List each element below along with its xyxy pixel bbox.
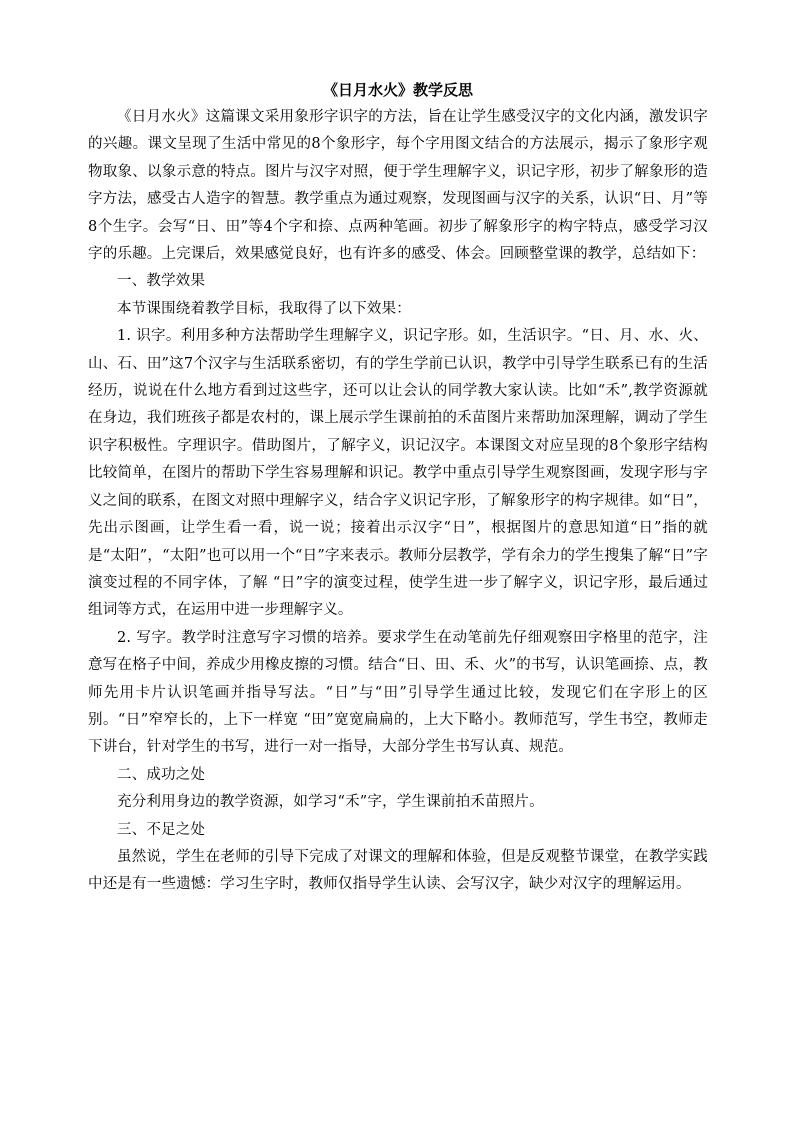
section-heading-shortcomings: 三、不足之处 (117, 821, 206, 838)
document-page (88, 78, 708, 899)
successes-paragraph: 充分利用身边的教学资源，如学习“禾”字，学生课前拍禾苗照片。 (117, 794, 544, 811)
literacy-paragraph: 1. 识字。利用多种方法帮助学生理解字义，识记字形。如，生活识字。“日、月、水、火、山、石、田”这7个汉字与生活联系密切，有的学生学前已认识，教学中引导学生联系已有的生活经历，说说在什么地方看到过这些字，还可以让会认的同学教大家认读。比如“禾”,教学资源就在身边，我们班孩子都是农村的，课上展示学生课前拍的禾苗图片来帮助加深理解，调动了学生识字积极性。字理识字。借助图片，了解字义，识记汉字。本课图文对应呈现的8个象形字结构比较简单，在图片的帮助下学生容易理解和识记。教学中重点引导学生观察图画，发现字形与字义之间的联系，在图文对照中理解字义，结合字义识记字形，了解象形字的构字规律。如“日”，先出示图画，让学生看一看，说一说；接着出示汉字“日”，根据图片的意思知道“日”指的就是“太阳”，“太阳”也可以用一个“日”字来表示。教师分层教学，学有余力的学生搜集了解“日”字演变过程的不同字体，了解 “日”字的演变过程，使学生进一步了解字义，识记字形，最后通过组词等方式，在运用中进一步理解字义。 (88, 328, 708, 619)
effect-intro-paragraph: 本节课围绕着教学目标，我取得了以下效果： (117, 300, 411, 317)
section-heading-teaching-effect: 一、教学效果 (117, 273, 206, 290)
intro-paragraph: 《日月水火》这篇课文采用象形字识字的方法，旨在让学生感受汉字的文化内涵，激发识字的兴趣。课文呈现了生活中常见的8个象形字，每个字用图文结合的方法展示，揭示了象形字观物取象、以象示意的特点。图片与汉字对照，便于学生理解字义，识记字形，初步了解象形的造字方法，感受古人造字的智慧。教学重点为通过观察，发现图画与汉字的关系，认识“日、月”等8个生字。会写“日、田”等4个字和捺、点两种笔画。初步了解象形字的构字特点，感受学习汉字的乐趣。上完课后，效果感觉良好，也有许多的感受、体会。回顾整堂课的教学，总结如下： (88, 109, 708, 263)
document-title: 《日月水火》教学反思 (322, 81, 473, 99)
writing-paragraph: 2. 写字。教学时注意写字习惯的培养。要求学生在动笔前先仔细观察田字格里的范字，注意写在格子中间，养成少用橡皮擦的习惯。结合“日、田、禾、火”的书写，认识笔画捺、点，教师先用卡片认识笔画并指导写法。“日”与“田”引导学生通过比较，发现它们在字形上的区别。“日”窄窄长的，上下一样宽 “田”宽宽扁扁的，上大下略小。教师范写，学生书空，教师走下讲台，针对学生的书写，进行一对一指导，大部分学生书写认真、规范。 (88, 629, 708, 756)
shortcomings-paragraph: 虽然说，学生在老师的引导下完成了对课文的理解和体验，但是反观整节课堂，在教学实践中还是有一些遗憾：学习生字时，教师仅指导学生认读、会写汉字，缺少对汉字的理解运用。 (88, 848, 708, 893)
section-heading-successes: 二、成功之处 (117, 766, 206, 783)
